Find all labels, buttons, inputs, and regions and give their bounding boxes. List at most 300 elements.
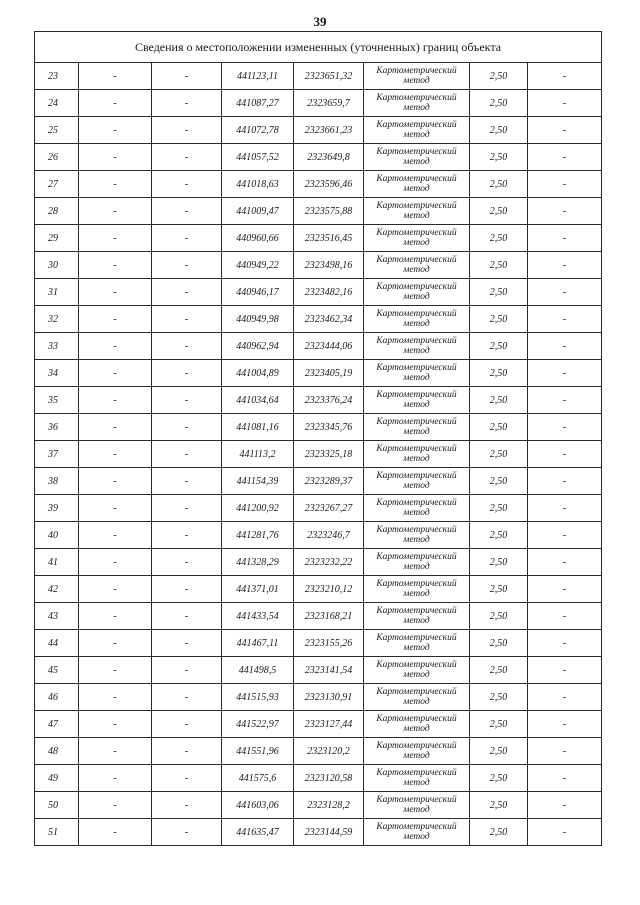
method-cell — [364, 711, 470, 738]
table-row — [35, 306, 602, 333]
method-line2: метод — [403, 454, 430, 464]
method-cell — [364, 198, 470, 225]
coordinate-x: 441154,39 — [222, 468, 294, 495]
point-number: 46 — [35, 684, 79, 711]
cell-dash: - — [79, 630, 152, 657]
precision: 2,50 — [470, 171, 528, 198]
coordinate-y: 2323649,8 — [294, 144, 364, 171]
table-row — [35, 441, 602, 468]
coordinate-y: 2323128,2 — [294, 792, 364, 819]
cell-dash: - — [152, 252, 222, 279]
method-line1: Картометрический — [376, 417, 457, 427]
method-line2: метод — [403, 508, 430, 518]
point-number: 39 — [35, 495, 79, 522]
point-number: 41 — [35, 549, 79, 576]
precision: 2,50 — [470, 576, 528, 603]
coordinate-x: 441072,78 — [222, 117, 294, 144]
cell-dash: - — [152, 171, 222, 198]
method-line1: Картометрический — [376, 552, 457, 562]
coordinate-x: 441467,11 — [222, 630, 294, 657]
coordinate-y: 2323267,27 — [294, 495, 364, 522]
method-line2: метод — [403, 697, 430, 707]
cell-dash: - — [79, 333, 152, 360]
precision: 2,50 — [470, 765, 528, 792]
method-cell — [364, 117, 470, 144]
method-cell — [364, 603, 470, 630]
method-line2: метод — [403, 157, 430, 167]
point-number: 27 — [35, 171, 79, 198]
method-cell — [364, 630, 470, 657]
table-row — [35, 90, 602, 117]
cell-dash: - — [79, 252, 152, 279]
cell-dash: - — [152, 657, 222, 684]
coordinate-y: 2323127,44 — [294, 711, 364, 738]
table-row — [35, 225, 602, 252]
coordinate-x: 441123,11 — [222, 63, 294, 90]
precision: 2,50 — [470, 279, 528, 306]
cell-dash: - — [152, 684, 222, 711]
method-line2: метод — [403, 373, 430, 383]
method-cell — [364, 171, 470, 198]
cell-dash: - — [79, 144, 152, 171]
cell-dash: - — [152, 711, 222, 738]
method-cell — [364, 468, 470, 495]
method-line1: Картометрический — [376, 471, 457, 481]
point-number: 28 — [35, 198, 79, 225]
cell-dash: - — [79, 279, 152, 306]
method-line1: Картометрический — [376, 714, 457, 724]
method-line2: метод — [403, 265, 430, 275]
method-line2: метод — [403, 643, 430, 653]
coordinate-y: 2323120,58 — [294, 765, 364, 792]
precision: 2,50 — [470, 117, 528, 144]
coordinate-x: 441113,2 — [222, 441, 294, 468]
coordinate-y: 2323661,23 — [294, 117, 364, 144]
page-number: 39 — [313, 14, 327, 29]
point-number: 37 — [35, 441, 79, 468]
cell-dash: - — [79, 576, 152, 603]
coordinate-x: 441328,29 — [222, 549, 294, 576]
precision: 2,50 — [470, 549, 528, 576]
coordinate-x: 441034,64 — [222, 387, 294, 414]
coordinate-y: 2323130,91 — [294, 684, 364, 711]
point-number: 42 — [35, 576, 79, 603]
point-number: 45 — [35, 657, 79, 684]
coordinate-x: 441371,01 — [222, 576, 294, 603]
cell-dash: - — [152, 441, 222, 468]
table-row — [35, 117, 602, 144]
method-line1: Картометрический — [376, 336, 457, 346]
method-line2: метод — [403, 805, 430, 815]
table-row — [35, 603, 602, 630]
method-cell — [364, 657, 470, 684]
cell-dash: - — [152, 90, 222, 117]
coordinate-x: 441522,97 — [222, 711, 294, 738]
method-line2: метод — [403, 211, 430, 221]
method-line1: Картометрический — [376, 282, 457, 292]
cell-dash: - — [528, 792, 602, 819]
cell-dash: - — [79, 549, 152, 576]
point-number: 43 — [35, 603, 79, 630]
method-line1: Картометрический — [376, 579, 457, 589]
cell-dash: - — [152, 549, 222, 576]
table-row — [35, 522, 602, 549]
method-line1: Картометрический — [376, 795, 457, 805]
method-cell — [364, 549, 470, 576]
boundary-coordinates-table — [34, 31, 602, 846]
method-cell — [364, 495, 470, 522]
cell-dash: - — [528, 576, 602, 603]
cell-dash: - — [528, 468, 602, 495]
method-line1: Картометрический — [376, 606, 457, 616]
coordinate-x: 441081,16 — [222, 414, 294, 441]
precision: 2,50 — [470, 468, 528, 495]
cell-dash: - — [528, 495, 602, 522]
point-number: 34 — [35, 360, 79, 387]
cell-dash: - — [79, 765, 152, 792]
cell-dash: - — [79, 414, 152, 441]
method-line1: Картометрический — [376, 93, 457, 103]
precision: 2,50 — [470, 684, 528, 711]
table-row — [35, 468, 602, 495]
table-row — [35, 765, 602, 792]
cell-dash: - — [79, 738, 152, 765]
coordinate-y: 2323482,16 — [294, 279, 364, 306]
point-number: 36 — [35, 414, 79, 441]
coordinate-x: 441603,06 — [222, 792, 294, 819]
method-line1: Картометрический — [376, 525, 457, 535]
cell-dash: - — [152, 522, 222, 549]
method-line1: Картометрический — [376, 390, 457, 400]
coordinate-y: 2323325,18 — [294, 441, 364, 468]
method-cell — [364, 90, 470, 117]
method-cell — [364, 252, 470, 279]
cell-dash: - — [79, 711, 152, 738]
cell-dash: - — [528, 819, 602, 846]
method-line2: метод — [403, 535, 430, 545]
point-number: 33 — [35, 333, 79, 360]
method-cell — [364, 441, 470, 468]
cell-dash: - — [528, 603, 602, 630]
cell-dash: - — [528, 333, 602, 360]
method-line1: Картометрический — [376, 822, 457, 832]
method-cell — [364, 63, 470, 90]
method-line1: Картометрический — [376, 768, 457, 778]
method-cell — [364, 225, 470, 252]
point-number: 38 — [35, 468, 79, 495]
precision: 2,50 — [470, 657, 528, 684]
cell-dash: - — [152, 387, 222, 414]
cell-dash: - — [152, 306, 222, 333]
point-number: 24 — [35, 90, 79, 117]
coordinate-x: 441498,5 — [222, 657, 294, 684]
cell-dash: - — [152, 468, 222, 495]
table-row — [35, 684, 602, 711]
cell-dash: - — [152, 333, 222, 360]
cell-dash: - — [79, 90, 152, 117]
cell-dash: - — [528, 198, 602, 225]
coordinate-y: 2323651,32 — [294, 63, 364, 90]
cell-dash: - — [79, 387, 152, 414]
method-cell — [364, 819, 470, 846]
method-line2: метод — [403, 103, 430, 113]
precision: 2,50 — [470, 387, 528, 414]
method-line2: метод — [403, 346, 430, 356]
precision: 2,50 — [470, 198, 528, 225]
cell-dash: - — [79, 306, 152, 333]
point-number: 25 — [35, 117, 79, 144]
table-body — [35, 63, 602, 846]
point-number: 23 — [35, 63, 79, 90]
coordinate-x: 441551,96 — [222, 738, 294, 765]
method-cell — [364, 792, 470, 819]
table-row — [35, 576, 602, 603]
cell-dash: - — [528, 90, 602, 117]
cell-dash: - — [152, 117, 222, 144]
table-title: Сведения о местоположении измененных (уточненных) границ объекта — [35, 32, 602, 63]
coordinate-y: 2323168,21 — [294, 603, 364, 630]
method-line1: Картометрический — [376, 660, 457, 670]
cell-dash: - — [152, 279, 222, 306]
method-cell — [364, 684, 470, 711]
table-row — [35, 495, 602, 522]
cell-dash: - — [152, 144, 222, 171]
method-cell — [364, 387, 470, 414]
method-line1: Картометрический — [376, 363, 457, 373]
table-row — [35, 171, 602, 198]
cell-dash: - — [528, 117, 602, 144]
method-cell — [364, 765, 470, 792]
coordinate-x: 441200,92 — [222, 495, 294, 522]
table-row — [35, 333, 602, 360]
method-line1: Картометрический — [376, 228, 457, 238]
cell-dash: - — [79, 441, 152, 468]
cell-dash: - — [79, 225, 152, 252]
point-number: 40 — [35, 522, 79, 549]
table-row — [35, 144, 602, 171]
point-number: 47 — [35, 711, 79, 738]
cell-dash: - — [528, 684, 602, 711]
cell-dash: - — [152, 765, 222, 792]
method-line2: метод — [403, 238, 430, 248]
coordinate-y: 2323516,45 — [294, 225, 364, 252]
coordinate-y: 2323210,12 — [294, 576, 364, 603]
method-cell — [364, 414, 470, 441]
cell-dash: - — [79, 684, 152, 711]
method-line1: Картометрический — [376, 444, 457, 454]
method-line1: Картометрический — [376, 309, 457, 319]
table-row — [35, 819, 602, 846]
cell-dash: - — [528, 252, 602, 279]
cell-dash: - — [79, 63, 152, 90]
cell-dash: - — [528, 63, 602, 90]
method-line1: Картометрический — [376, 687, 457, 697]
precision: 2,50 — [470, 738, 528, 765]
cell-dash: - — [152, 360, 222, 387]
point-number: 48 — [35, 738, 79, 765]
cell-dash: - — [152, 630, 222, 657]
coordinate-x: 441087,27 — [222, 90, 294, 117]
cell-dash: - — [528, 711, 602, 738]
coordinate-y: 2323575,88 — [294, 198, 364, 225]
cell-dash: - — [528, 171, 602, 198]
coordinate-x: 441515,93 — [222, 684, 294, 711]
coordinate-x: 440960,66 — [222, 225, 294, 252]
point-number: 26 — [35, 144, 79, 171]
method-line2: метод — [403, 400, 430, 410]
precision: 2,50 — [470, 630, 528, 657]
table-row — [35, 711, 602, 738]
coordinate-x: 441281,76 — [222, 522, 294, 549]
table-row — [35, 738, 602, 765]
cell-dash: - — [79, 603, 152, 630]
coordinate-y: 2323444,06 — [294, 333, 364, 360]
method-line1: Картометрический — [376, 633, 457, 643]
point-number: 30 — [35, 252, 79, 279]
point-number: 32 — [35, 306, 79, 333]
point-number: 49 — [35, 765, 79, 792]
coordinate-x: 441433,54 — [222, 603, 294, 630]
point-number: 50 — [35, 792, 79, 819]
coordinate-x: 441635,47 — [222, 819, 294, 846]
coordinate-x: 440946,17 — [222, 279, 294, 306]
method-line2: метод — [403, 130, 430, 140]
precision: 2,50 — [470, 495, 528, 522]
precision: 2,50 — [470, 414, 528, 441]
cell-dash: - — [79, 819, 152, 846]
method-cell — [364, 738, 470, 765]
coordinate-y: 2323376,24 — [294, 387, 364, 414]
coordinate-y: 2323345,76 — [294, 414, 364, 441]
table-row — [35, 414, 602, 441]
coordinate-x: 440962,94 — [222, 333, 294, 360]
method-line2: метод — [403, 751, 430, 761]
method-line2: метод — [403, 481, 430, 491]
method-line2: метод — [403, 778, 430, 788]
coordinate-y: 2323232,22 — [294, 549, 364, 576]
cell-dash: - — [528, 738, 602, 765]
method-cell — [364, 333, 470, 360]
cell-dash: - — [79, 117, 152, 144]
coordinate-y: 2323659,7 — [294, 90, 364, 117]
table-row — [35, 387, 602, 414]
table-row — [35, 792, 602, 819]
cell-dash: - — [528, 414, 602, 441]
method-line2: метод — [403, 319, 430, 329]
precision: 2,50 — [470, 792, 528, 819]
point-number: 44 — [35, 630, 79, 657]
method-line1: Картометрический — [376, 201, 457, 211]
cell-dash: - — [152, 198, 222, 225]
method-line2: метод — [403, 589, 430, 599]
table-row — [35, 279, 602, 306]
method-line2: метод — [403, 184, 430, 194]
cell-dash: - — [528, 144, 602, 171]
precision: 2,50 — [470, 522, 528, 549]
cell-dash: - — [528, 765, 602, 792]
cell-dash: - — [152, 738, 222, 765]
method-line1: Картометрический — [376, 498, 457, 508]
cell-dash: - — [152, 603, 222, 630]
cell-dash: - — [152, 225, 222, 252]
cell-dash: - — [79, 657, 152, 684]
point-number: 31 — [35, 279, 79, 306]
method-cell — [364, 144, 470, 171]
cell-dash: - — [528, 225, 602, 252]
cell-dash: - — [528, 549, 602, 576]
cell-dash: - — [528, 387, 602, 414]
cell-dash: - — [528, 279, 602, 306]
coordinate-x: 441057,52 — [222, 144, 294, 171]
method-line1: Картометрический — [376, 255, 457, 265]
point-number: 29 — [35, 225, 79, 252]
coordinate-y: 2323498,16 — [294, 252, 364, 279]
cell-dash: - — [528, 360, 602, 387]
cell-dash: - — [528, 522, 602, 549]
table-row — [35, 657, 602, 684]
cell-dash: - — [528, 306, 602, 333]
table-row — [35, 198, 602, 225]
method-line1: Картометрический — [376, 66, 457, 76]
coordinate-y: 2323596,46 — [294, 171, 364, 198]
point-number: 35 — [35, 387, 79, 414]
precision: 2,50 — [470, 144, 528, 171]
cell-dash: - — [528, 441, 602, 468]
method-cell — [364, 306, 470, 333]
precision: 2,50 — [470, 603, 528, 630]
cell-dash: - — [79, 792, 152, 819]
method-line2: метод — [403, 76, 430, 86]
precision: 2,50 — [470, 711, 528, 738]
precision: 2,50 — [470, 63, 528, 90]
precision: 2,50 — [470, 819, 528, 846]
precision: 2,50 — [470, 360, 528, 387]
precision: 2,50 — [470, 90, 528, 117]
table-row — [35, 630, 602, 657]
cell-dash: - — [152, 576, 222, 603]
method-line1: Картометрический — [376, 120, 457, 130]
method-line1: Картометрический — [376, 174, 457, 184]
method-cell — [364, 522, 470, 549]
table-row — [35, 360, 602, 387]
coordinate-x: 441018,63 — [222, 171, 294, 198]
point-number: 51 — [35, 819, 79, 846]
cell-dash: - — [79, 198, 152, 225]
method-line2: метод — [403, 616, 430, 626]
method-line2: метод — [403, 427, 430, 437]
coordinate-x: 441009,47 — [222, 198, 294, 225]
coordinate-x: 440949,22 — [222, 252, 294, 279]
coordinate-y: 2323155,26 — [294, 630, 364, 657]
cell-dash: - — [152, 819, 222, 846]
cell-dash: - — [528, 630, 602, 657]
table-row — [35, 549, 602, 576]
coordinate-y: 2323405,19 — [294, 360, 364, 387]
coordinate-y: 2323120,2 — [294, 738, 364, 765]
cell-dash: - — [79, 522, 152, 549]
coordinate-y: 2323141,54 — [294, 657, 364, 684]
method-line1: Картометрический — [376, 147, 457, 157]
method-line2: метод — [403, 832, 430, 842]
precision: 2,50 — [470, 333, 528, 360]
coordinate-y: 2323246,7 — [294, 522, 364, 549]
cell-dash: - — [79, 171, 152, 198]
method-line2: метод — [403, 292, 430, 302]
coordinate-y: 2323289,37 — [294, 468, 364, 495]
method-line1: Картометрический — [376, 741, 457, 751]
coordinate-x: 440949,98 — [222, 306, 294, 333]
method-cell — [364, 576, 470, 603]
